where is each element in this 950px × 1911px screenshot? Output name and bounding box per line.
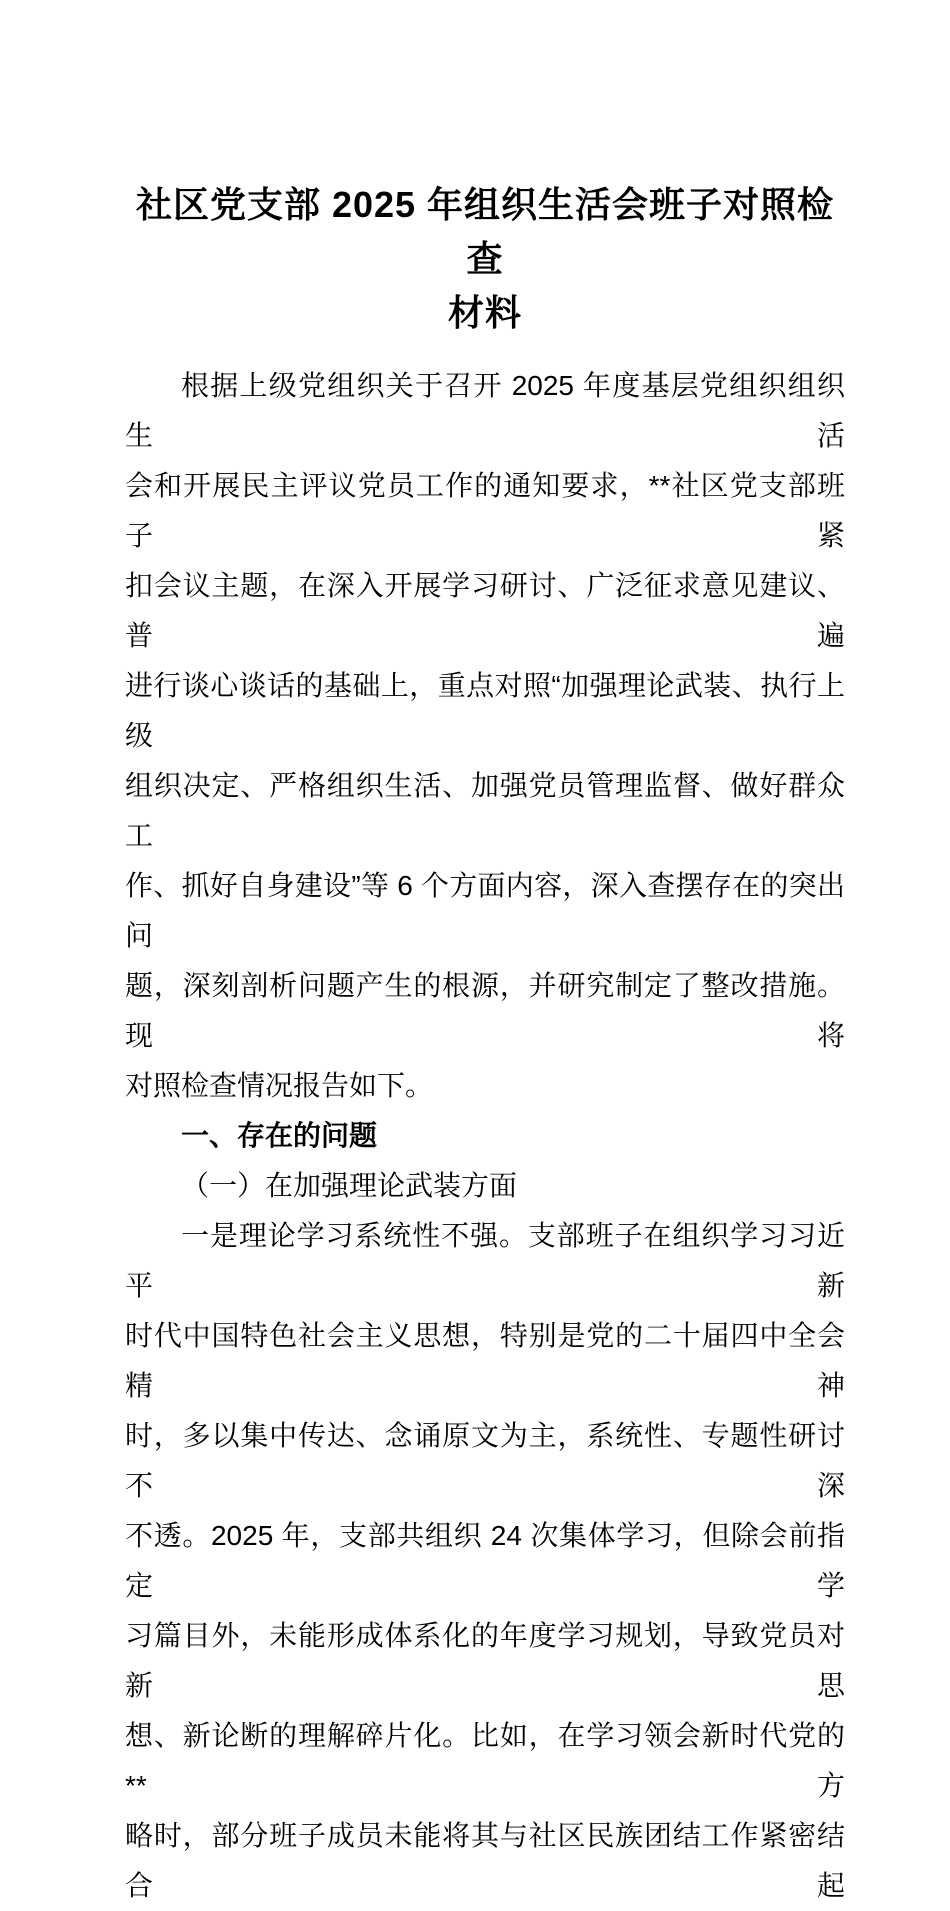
intro-paragraph-line: 对照检查情况报告如下。 xyxy=(125,1070,434,1101)
issue-paragraph-line: 想、新论断的理解碎片化。比如，在学习领会新时代党的**方 xyxy=(125,1720,845,1801)
document-title xyxy=(125,178,845,340)
issue-paragraph-line: 一是理论学习系统性不强。支部班子在组织学习习近平新 xyxy=(125,1220,845,1301)
issue-paragraph-line: 时代中国特色社会主义思想，特别是党的二十届四中全会精神 xyxy=(125,1320,845,1401)
section-heading-problems: 一、存在的问题 xyxy=(181,1120,378,1151)
issue-paragraph-line: 时，多以集中传达、念诵原文为主，系统性、专题性研讨不深 xyxy=(125,1420,845,1501)
document-title-line-2: 材料 xyxy=(447,292,522,333)
intro-paragraph xyxy=(125,361,845,1111)
issue-paragraph-line: 略时，部分班子成员未能将其与社区民族团结工作紧密结合起 xyxy=(125,1820,845,1901)
intro-paragraph-line: 根据上级党组织关于召开 2025 年度基层党组织组织生活 xyxy=(125,370,845,451)
issue-paragraph xyxy=(125,1211,845,1911)
intro-paragraph-line: 会和开展民主评议党员工作的通知要求，**社区党支部班子紧 xyxy=(125,470,845,551)
intro-paragraph-line: 组织决定、严格组织生活、加强党员管理监督、做好群众工 xyxy=(125,770,845,851)
intro-paragraph-line: 作、抓好自身建设”等 6 个方面内容，深入查摆存在的突出问 xyxy=(125,870,845,951)
intro-paragraph-line: 扣会议主题，在深入开展学习研讨、广泛征求意见建议、普遍 xyxy=(125,570,845,651)
issue-paragraph-line: 习篇目外，未能形成体系化的年度学习规划，导致党员对新思 xyxy=(125,1620,845,1701)
document-title-line-1: 社区党支部 2025 年组织生活会班子对照检查 xyxy=(135,184,835,279)
intro-paragraph-line: 进行谈心谈话的基础上，重点对照“加强理论武装、执行上级 xyxy=(125,670,845,751)
subsection-heading-theory: （一）在加强理论武装方面 xyxy=(181,1170,518,1201)
issue-paragraph-line: 不透。2025 年，支部共组织 24 次集体学习，但除会前指定学 xyxy=(125,1520,845,1601)
intro-paragraph-line: 题，深刻剖析问题产生的根源，并研究制定了整改措施。现将 xyxy=(125,970,845,1051)
